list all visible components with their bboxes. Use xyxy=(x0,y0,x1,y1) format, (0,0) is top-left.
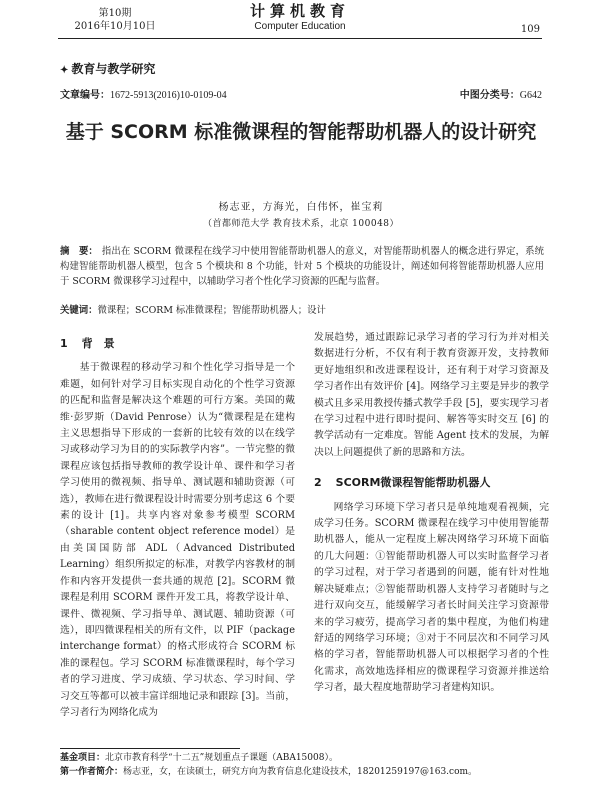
paper-title: 基于 SCORM 标准微课程的智能帮助机器人的设计研究 xyxy=(65,121,537,143)
class-number xyxy=(460,86,542,101)
running-header xyxy=(0,0,600,44)
keywords-text: 微课程；SCORM 标准微课程；智能帮助机器人；设计 xyxy=(97,305,326,316)
article-id-label: 文章编号： xyxy=(60,90,110,101)
left-column xyxy=(60,330,295,721)
fund-label: 基金项目： xyxy=(60,753,106,763)
abstract-label: 摘 要： xyxy=(60,246,98,257)
journal-name-cn: 计算机教育 xyxy=(249,2,350,20)
fund-text: 北京市教育科学“十二五”规划重点子课题（ABA15008）。 xyxy=(105,753,338,763)
star-icon: ✦ xyxy=(60,65,69,76)
keywords-label: 关键词： xyxy=(60,305,98,316)
section-title: 背 景 xyxy=(81,337,115,350)
affiliation: （首都师范大学 教育技术系，北京 100048） xyxy=(202,219,400,229)
right-column xyxy=(314,330,549,697)
page-number: 109 xyxy=(520,24,540,35)
issue-info xyxy=(60,7,170,33)
issue-date: 2016年10月10日 xyxy=(74,21,156,32)
class-number-label: 中图分类号： xyxy=(459,90,520,101)
section-tag-label: 教育与教学研究 xyxy=(71,62,156,76)
body-paragraph-continued: 发展趋势，通过跟踪记录学习者的学习行为并对相关数据进行分析，不仅有利于教育资源开发，支持教师更好地组织和改进课程设计，还有利于对学习资源及学习者作出有效评价 [4]。网络学习主要是异步的教学模式且多采用教授传播式教学手段 [5]，要实现学习者在学习过程中进行即时提问、解答等实时交互 [6] 的教学活动有一定难度。智能 Agent 技术的发展，为解决以上问题提供了新的思路和方法。 xyxy=(314,332,549,458)
author-note-label: 第一作者简介： xyxy=(60,767,124,777)
section-number: 1 xyxy=(60,337,68,350)
author-note xyxy=(60,765,544,779)
section-tag xyxy=(60,60,155,77)
author-note-text: 杨志亚，女，在读硕士，研究方向为教育信息化建设技术，18201259197@163.com。 xyxy=(123,767,478,777)
abstract-text: 指出在 SCORM 微课程在线学习中使用智能帮助机器人的意义，对智能帮助机器人的概念进行界定，系统构建智能帮助机器人模型，包含 5 个模块和 8 个功能，针对 5 个模块的功能设计，阐述如何将智能帮助机器人应用于 SCORM 微课移学习过程中，以辅助学习者个性化学习资源的匹配与监督。 xyxy=(60,246,544,287)
article-id-value: 1672-5913(2016)10-0109-04 xyxy=(110,90,227,101)
section-heading xyxy=(60,336,295,352)
journal-name xyxy=(200,2,400,33)
journal-name-en: Computer Education xyxy=(254,21,346,32)
header-rule xyxy=(58,38,542,39)
section-heading-2 xyxy=(314,475,549,491)
body-paragraph-2: 网络学习环境下学习者只是单纯地观看视频，完成学习任务。SCORM 微课程在线学习中使用智能帮助机器人，能从一定程度上解决网络学习环境下面临的几大问题：①智能帮助机器人可以实时监督学习者的学习过程，对于学习者遇到的问题，能有针对性地解决疑难点；②智能帮助机器人支持学习者随时与之进行双向交互，能缓解学习者长时间关注学习资源带来的学习疲劳，提高学习者的集中程度，为他们构建舒适的网络学习环境；③对于不同层次和不同学习风格的学习者，智能帮助机器人可以根据学习者的个性化需求，高效地选择相应的微课程学习资源并推送给学习者，最大程度地帮助学习者建构知识。 xyxy=(314,501,549,694)
author-list: 杨志亚，方海光，白伟怀，崔宝莉 xyxy=(218,202,384,213)
issue-number: 第10期 xyxy=(98,8,132,19)
footnotes xyxy=(60,751,544,779)
keywords xyxy=(60,303,544,318)
footnote-rule xyxy=(60,748,240,749)
section-title-2: SCORM微课程智能帮助机器人 xyxy=(335,476,491,490)
abstract xyxy=(60,244,544,289)
fund-note xyxy=(60,751,544,765)
section-number-2: 2 xyxy=(314,476,322,490)
body-paragraph: 基于微课程的移动学习和个性化学习指导是一个难题，如何针对学习目标实现自动化的个性学习资源的匹配和监督是解决这个难题的可行方案。美国的戴维·彭罗斯（David Penrose）认为“微课程是在建构主义思想指导下形成的一套新的比较有效的以在线学习或移动学习为目的的实际教学内容”。一节完整的微课程应该包括指导教师的教学设计单、课件和学习者学习使用的微视频、指导单、测试题和辅助资源（可选），教师在进行微课程设计时需要分别考虑这 6 个要素的设计 [1]。共享内容对象参考模型 SCORM（sharable content object reference model）是由美国国防部 ADL（Advanced Distributed Learning）组织所拟定的标准，对教学内容教材的制作和内容开发提供一套共通的规范 [2]。SCORM 微课程是利用 SCORM 课件开发工具，将教学设计单、课件、微视频、学习指导单、测试题、辅助资源（可选），即四微课程相关的所有文件，以 PIF（package interchange format）的格式形成符合 SCORM 标准的课程包。学习 SCORM 标准微课程时，每个学习者的学习进度、学习成绩、学习状态、学习时间、学习交互等都可以被丰富详细地记录和跟踪 [3]。当前，学习者行为网络化成为 xyxy=(60,362,295,718)
article-id xyxy=(60,86,227,101)
class-number-value: G642 xyxy=(519,90,542,101)
